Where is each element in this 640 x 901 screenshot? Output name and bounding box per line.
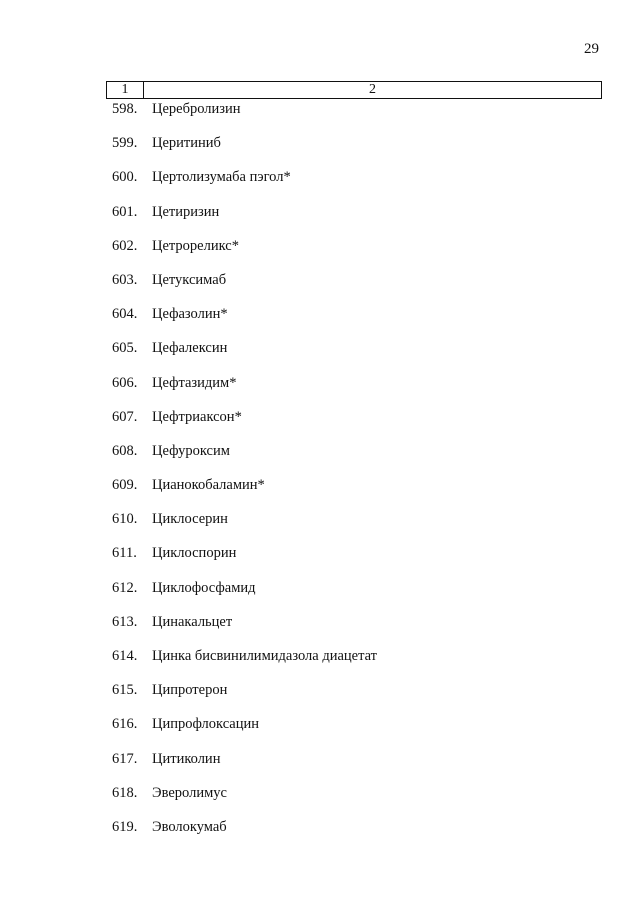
item-number: 609. (112, 477, 138, 494)
item-name: Цинакальцет (152, 613, 233, 630)
item-number: 598. (112, 101, 138, 117)
item-number: 602. (112, 237, 138, 254)
list-item (112, 305, 377, 339)
list-item (112, 681, 377, 715)
item-number: 605. (112, 340, 138, 357)
item-name: Цертолизумаба пэгол* (152, 169, 291, 186)
table-header (106, 81, 602, 99)
table-header-column-1: 1 (107, 82, 144, 98)
item-number: 619. (112, 818, 138, 835)
item-number: 610. (112, 511, 138, 528)
list-item (112, 339, 377, 373)
list-item (112, 613, 377, 647)
item-name: Эволокумаб (152, 818, 227, 835)
item-name: Циклосерин (152, 511, 228, 528)
list-item (112, 271, 377, 305)
list-item (112, 237, 377, 271)
item-name: Цефазолин* (152, 306, 228, 323)
item-number: 617. (112, 750, 138, 767)
item-number: 599. (112, 135, 138, 152)
list-item (112, 784, 377, 818)
item-number: 612. (112, 579, 138, 596)
item-name: Цианокобаламин* (152, 477, 265, 494)
item-name: Церитиниб (152, 135, 221, 152)
list-item (112, 442, 377, 476)
item-name: Цетиризин (152, 203, 220, 220)
list-item (112, 579, 377, 613)
item-number: 613. (112, 613, 138, 630)
item-name: Цефалексин (152, 340, 228, 357)
list-item (112, 818, 377, 852)
item-name: Ципротерон (152, 682, 228, 699)
list-item (112, 203, 377, 237)
item-number: 616. (112, 716, 138, 733)
item-name: Цитиколин (152, 750, 221, 767)
item-name: Эверолимус (152, 784, 227, 801)
page-number: 29 (584, 41, 599, 57)
item-name: Цетуксимаб (152, 271, 227, 288)
list-item (112, 715, 377, 749)
item-number: 604. (112, 306, 138, 323)
item-name: Цетрореликс* (152, 237, 239, 254)
list-item (112, 134, 377, 168)
list-item (112, 544, 377, 578)
list-item (112, 647, 377, 681)
item-name: Церебролизин (152, 101, 241, 117)
list-item (112, 168, 377, 202)
list-item (112, 408, 377, 442)
item-number: 606. (112, 374, 138, 391)
table-header-column-2: 2 (369, 82, 376, 97)
item-number: 608. (112, 442, 138, 459)
item-number: 607. (112, 408, 138, 425)
item-name: Ципрофлоксацин (152, 716, 260, 733)
item-name: Цефуроксим (152, 442, 230, 459)
item-name: Цефтриаксон* (152, 408, 242, 425)
item-number: 614. (112, 648, 138, 664)
item-number: 618. (112, 784, 138, 801)
item-name: Цефтазидим* (152, 374, 237, 391)
list-item (112, 476, 377, 510)
item-number: 600. (112, 169, 138, 186)
item-name: Цинка бисвинилимидазола диацетат (152, 648, 377, 664)
list-item (112, 750, 377, 784)
item-number: 601. (112, 203, 138, 220)
list-item (112, 100, 377, 134)
list-item (112, 374, 377, 408)
list-item (112, 510, 377, 544)
item-number: 615. (112, 682, 138, 699)
item-number: 611. (112, 545, 137, 562)
item-name: Циклофосфамид (152, 579, 256, 596)
item-name: Циклоспорин (152, 545, 237, 562)
item-number: 603. (112, 271, 138, 288)
drug-list (112, 100, 377, 852)
